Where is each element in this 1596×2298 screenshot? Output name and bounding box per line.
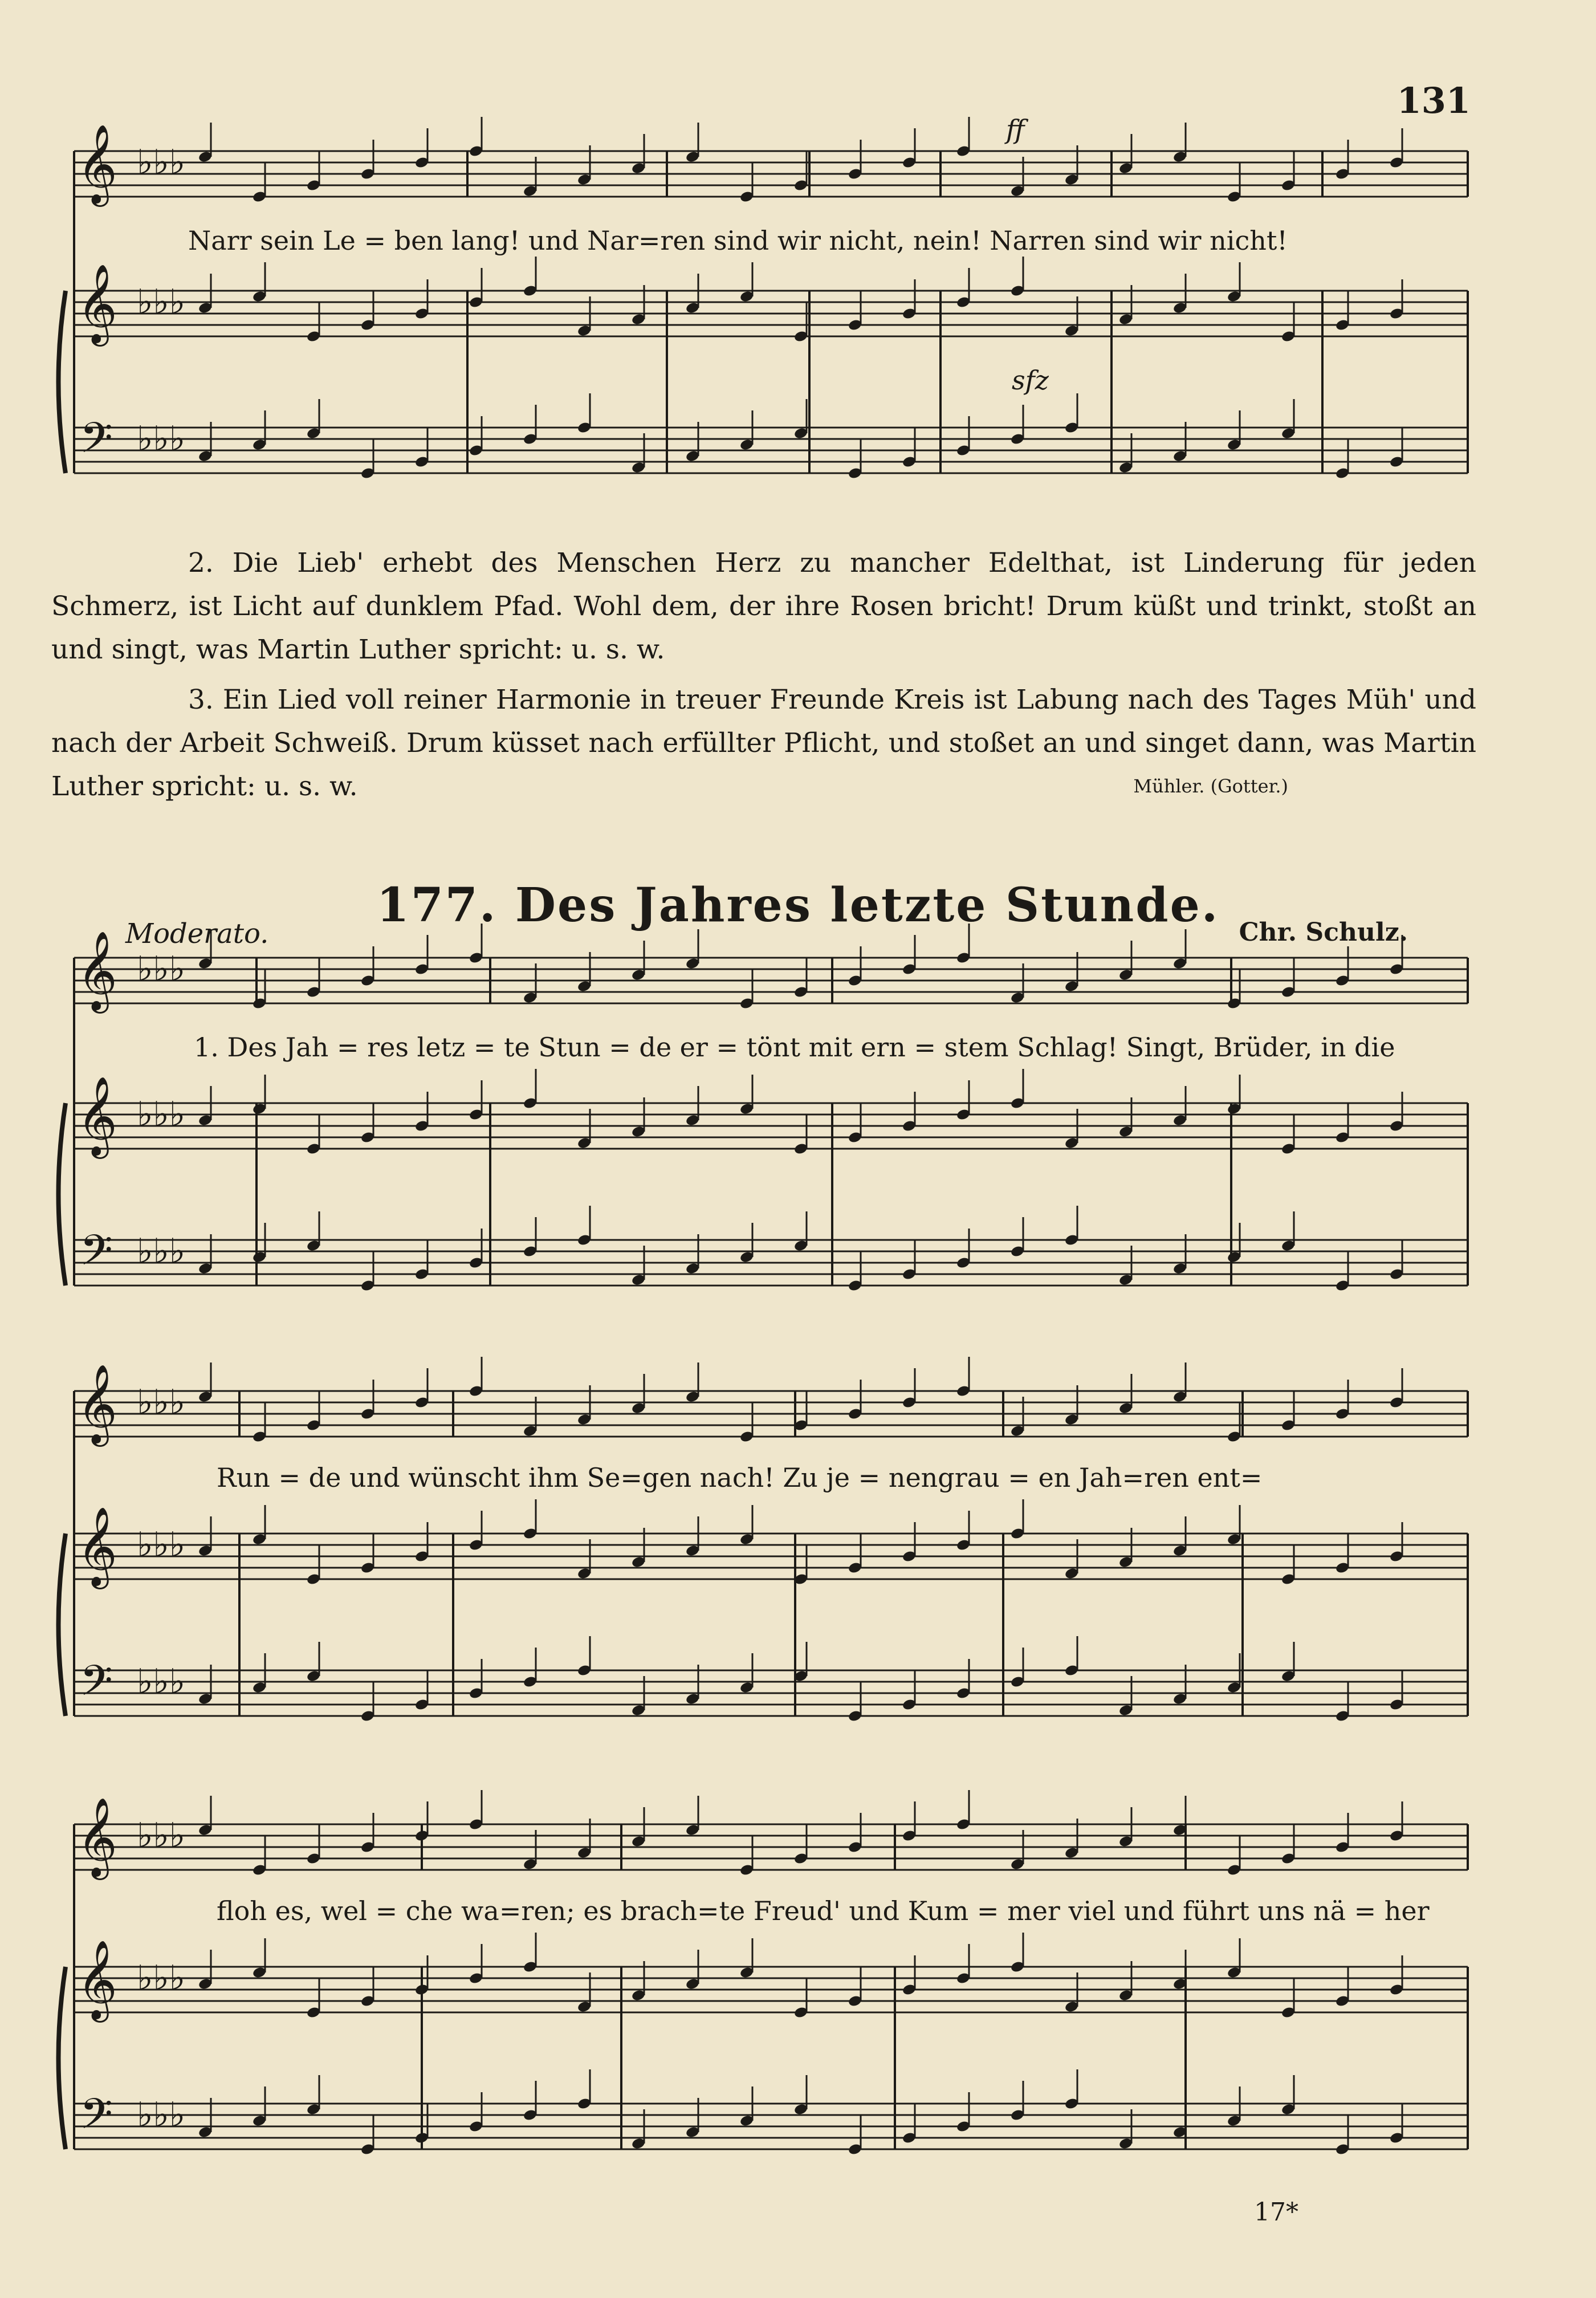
system-1-voice-flat-icon: ♭♭♭	[137, 143, 185, 182]
system-4-piano-treble-flat-icon: ♭♭♭	[137, 1958, 185, 1998]
dynamic-sfz: sfz	[1012, 365, 1049, 396]
system-3-piano-treble-flat-icon: ♭♭♭	[137, 1525, 185, 1565]
song-title: 177. Des Jahres letzte Stunde.	[376, 878, 1220, 933]
author-credit: Mühler. (Gotter.)	[1133, 775, 1288, 797]
lyrics-line-2: Run = de und wünscht ihm Se=gen nach! Zu je = nengrau = en Jah=ren ent=	[217, 1462, 1263, 1493]
system-1-piano-bass-flat-icon: ♭♭♭	[137, 419, 185, 459]
stanza-2: 2. Die Lieb' erhebt des Menschen Herz zu mancher Edelthat, ist Linderung für jeden Schmerz, ist Licht auf dunklem Pfad. Wohl dem, der ihre Rosen bricht! Drum küßt und trinkt, stoßt an und singt, was Martin Luther spricht: u. s. w.	[51, 547, 1476, 665]
lyrics-line-3: floh es, wel = che wa=ren; es brach=te Freud' und Kum = mer viel und führt uns nä = her	[217, 1896, 1430, 1926]
system-2-piano-bass-flat-icon: ♭♭♭	[137, 1231, 185, 1271]
tempo-marking: Moderato.	[125, 918, 269, 950]
system-1-piano-treble-clef-icon: 𝄞	[77, 264, 117, 343]
system-4-piano-bass-flat-icon: ♭♭♭	[137, 2095, 185, 2135]
system-2-voice-treble-clef-icon: 𝄞	[77, 931, 117, 1010]
page-number: 131	[1396, 80, 1471, 121]
system-4-voice-treble-clef-icon: 𝄞	[77, 1797, 117, 1877]
signature-mark: 17*	[1254, 2198, 1298, 2227]
system-2-piano-treble-clef-icon: 𝄞	[77, 1076, 117, 1156]
stanza-3: 3. Ein Lied voll reiner Harmonie in treuer Freunde Kreis ist Labung nach des Tages Müh' und nach der Arbeit Schweiß. Drum küsset nach erfüllter Pflicht, und stoßet an und singet dann, was Martin Luther spricht: u. s. w.	[51, 684, 1476, 802]
dynamic-ff: ff	[1006, 114, 1025, 145]
system-3-brace	[59, 1534, 66, 1716]
system-2-brace	[59, 1103, 66, 1286]
system-3-piano-bass-clef-icon: 𝄢	[80, 1656, 113, 1716]
system-4-voice-flat-icon: ♭♭♭	[137, 1816, 185, 1856]
system-2-piano-treble-flat-icon: ♭♭♭	[137, 1095, 185, 1134]
system-3-voice-flat-icon: ♭♭♭	[137, 1382, 185, 1422]
system-3-voice-treble-clef-icon: 𝄞	[77, 1364, 117, 1443]
system-1-piano-bass-clef-icon: 𝄢	[80, 413, 113, 473]
system-4-piano-treble-clef-icon: 𝄞	[77, 1940, 117, 2019]
system-1-piano-treble-flat-icon: ♭♭♭	[137, 282, 185, 322]
system-4-piano-bass-clef-icon: 𝄢	[80, 2089, 113, 2149]
system-2-voice-flat-icon: ♭♭♭	[137, 949, 185, 989]
composer: Chr. Schulz.	[1239, 918, 1408, 947]
system-1-brace	[59, 291, 66, 473]
system-3-piano-treble-clef-icon: 𝄞	[77, 1507, 117, 1586]
system-1-voice-treble-clef-icon: 𝄞	[77, 124, 117, 204]
system-4-brace	[59, 1967, 66, 2149]
lyrics-line-1: 1. Des Jah = res letz = te Stun = de er = tönt mit ern = stem Schlag! Singt, Brüder, in die	[194, 1032, 1395, 1063]
system-3-piano-bass-flat-icon: ♭♭♭	[137, 1662, 185, 1702]
system-2-piano-bass-clef-icon: 𝄢	[80, 1226, 113, 1286]
lyrics-line-first-piece: Narr sein Le = ben lang! und Nar=ren sind wir nicht, nein! Narren sind wir nicht!	[188, 225, 1288, 256]
